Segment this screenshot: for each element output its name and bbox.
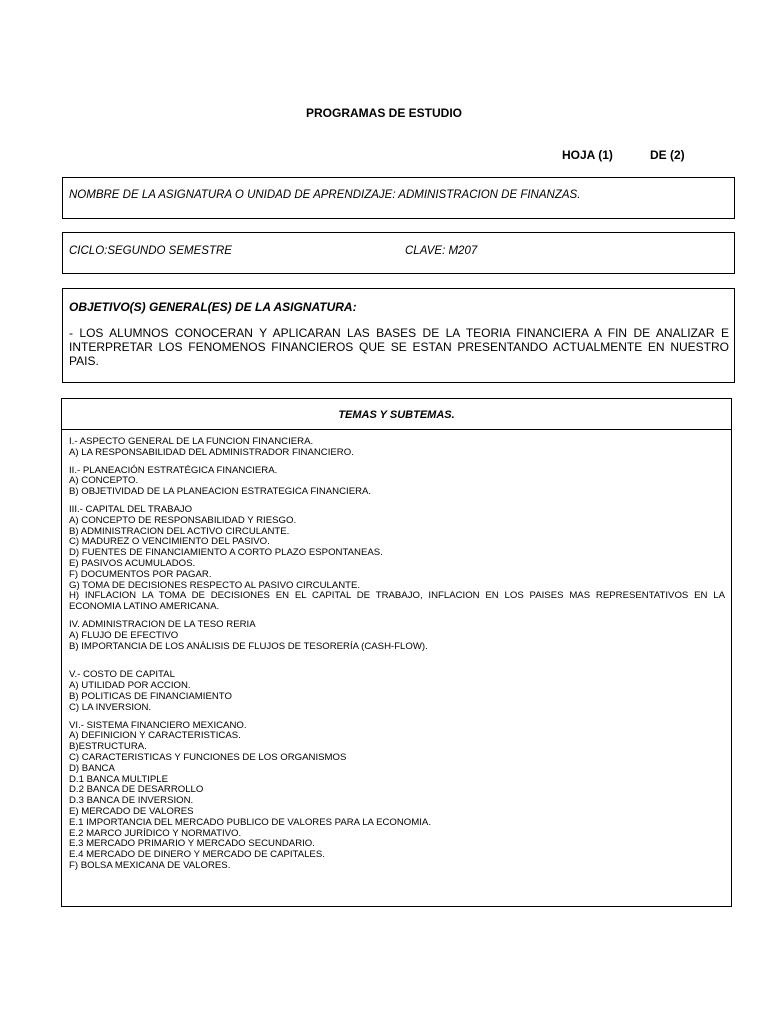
topics-list	[69, 437, 725, 872]
topic-line: E) MERCADO DE VALORES	[69, 805, 194, 817]
objective-text: - LOS ALUMNOS CONOCERAN Y APLICARAN LAS BASES DE LA TEORIA FINANCIERA A FIN DE ANALIZAR E INTERPRETAR LOS FENOMENOS FINANCIEROS QUE SE ESTAN PRESENTANDO ACTUALMENTE EN NUESTRO PAIS.	[69, 326, 729, 368]
topic-line: B) IMPORTANCIA DE LOS ANÁLISIS DE FLUJOS DE TESORERÍA (CASH-FLOW).	[69, 640, 428, 652]
topic-line: D) FUENTES DE FINANCIAMIENTO A CORTO PLAZO ESPONTANEAS.	[69, 547, 383, 559]
subject-name: NOMBRE DE LA ASIGNATURA O UNIDAD DE APRENDIZAJE: ADMINISTRACION DE FINANZAS.	[69, 189, 581, 201]
topic-line: E.1 IMPORTANCIA DEL MERCADO PUBLICO DE VALORES PARA LA ECONOMIA.	[69, 816, 431, 828]
topic-line: H) INFLACION LA TOMA DE DECISIONES EN EL CAPITAL DE TRABAJO, INFLACION EN LOS PAISES MAS REPRESENTATIVOS EN LA	[69, 590, 725, 602]
topic-section	[69, 721, 725, 872]
topic-line: B) OBJETIVIDAD DE LA PLANEACION ESTRATEGICA FINANCIERA.	[69, 486, 372, 498]
topic-line: A) FLUJO DE EFECTIVO	[69, 629, 179, 641]
topic-line: A) LA RESPONSABILIDAD DEL ADMINISTRADOR FINANCIERO.	[69, 446, 354, 458]
topic-section	[69, 505, 725, 613]
course-code: CLAVE: M207	[405, 245, 478, 257]
topic-line: III.- CAPITAL DEL TRABAJO	[69, 503, 193, 515]
topic-line: G) TOMA DE DECISIONES RESPECTO AL PASIVO CIRCULANTE.	[69, 579, 361, 591]
topic-line: C) LA INVERSION.	[69, 701, 152, 713]
subject-box	[62, 177, 735, 219]
topic-line: E.4 MERCADO DE DINERO Y MERCADO DE CAPITALES.	[69, 849, 325, 861]
topic-line: D.1 BANCA MULTIPLE	[69, 773, 168, 785]
topic-line: A) CONCEPTO DE RESPONSABILIDAD Y RIESGO.	[69, 514, 297, 526]
topic-line: F) DOCUMENTOS POR PAGAR.	[69, 568, 212, 580]
topic-line: D.3 BANCA DE INVERSION.	[69, 795, 194, 807]
topics-heading: TEMAS Y SUBTEMAS.	[338, 409, 455, 421]
topic-line: A) DEFINICION Y CARACTERISTICAS.	[69, 730, 241, 742]
topic-line: D) BANCA	[69, 762, 115, 774]
topic-line: I.- ASPECTO GENERAL DE LA FUNCION FINANCIERA.	[69, 436, 314, 447]
topic-line: A) UTILIDAD POR ACCION.	[69, 680, 191, 692]
topic-line: B) ADMINISTRACION DEL ACTIVO CIRCULANTE.	[69, 525, 290, 537]
topic-line: B) POLITICAS DE FINANCIAMIENTO	[69, 690, 232, 702]
page-title: PROGRAMAS DE ESTUDIO	[305, 106, 462, 120]
topic-line: C) MADUREZ O VENCIMIENTO DEL PASIVO.	[69, 536, 270, 548]
topic-line: II.- PLANEACIÓN ESTRATÉGICA FINANCIERA.	[69, 464, 278, 476]
topic-line: D.2 BANCA DE DESARROLLO	[69, 784, 204, 796]
topics-box	[61, 398, 732, 907]
topic-section	[69, 437, 725, 459]
cycle-label: CICLO:SEGUNDO SEMESTRE	[69, 245, 232, 257]
topic-line: VI.- SISTEMA FINANCIERO MEXICANO.	[69, 719, 247, 731]
sheet-total: DE (2)	[650, 148, 685, 162]
topic-line: E.3 MERCADO PRIMARIO Y MERCADO SECUNDARIO.	[69, 838, 315, 850]
topic-line: E.2 MARCO JURÍDICO Y NORMATIVO.	[69, 827, 242, 839]
topic-section	[69, 620, 725, 652]
topic-line: V.- COSTO DE CAPITAL	[69, 669, 175, 681]
cycle-box	[62, 232, 735, 274]
topic-line: F) BOLSA MEXICANA DE VALORES.	[69, 859, 231, 871]
topic-line: IV. ADMINISTRACION DE LA TESO RERIA	[69, 618, 256, 630]
topic-line: ECONOMIA LATINO AMERICANA.	[69, 601, 220, 613]
topic-line: A) CONCEPTO.	[69, 475, 139, 487]
topic-section	[69, 466, 725, 498]
objective-box	[62, 288, 735, 383]
topic-line: C) CARACTERISTICAS Y FUNCIONES DE LOS ORGANISMOS	[69, 751, 347, 763]
topics-divider	[62, 429, 731, 430]
topic-line: E) PASIVOS ACUMULADOS.	[69, 557, 196, 569]
objective-heading: OBJETIVO(S) GENERAL(ES) DE LA ASIGNATURA:	[69, 300, 357, 314]
topic-line: B)ESTRUCTURA.	[69, 741, 147, 753]
sheet-number: HOJA (1)	[562, 148, 613, 162]
topic-section	[69, 670, 725, 713]
